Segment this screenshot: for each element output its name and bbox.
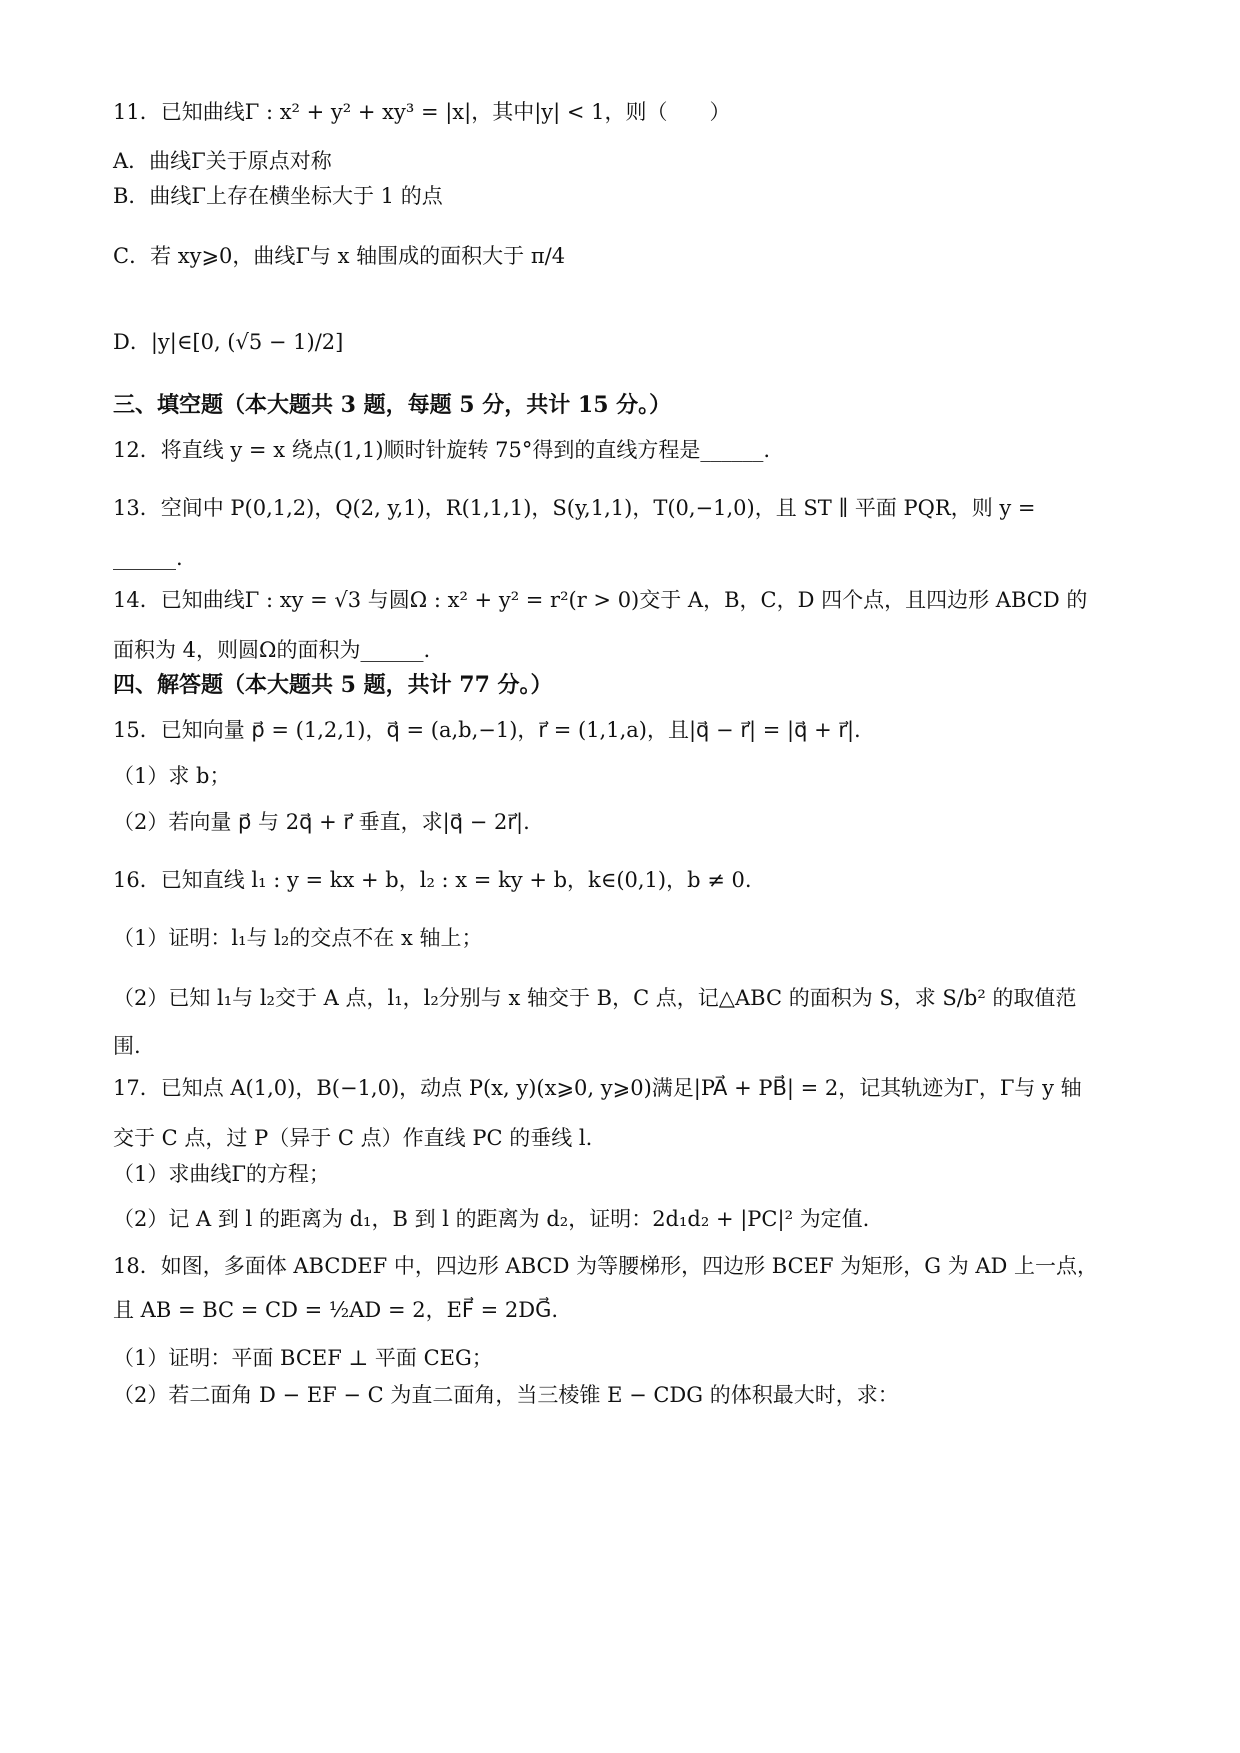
q17-part-1: （1）求曲线Γ的方程； [113, 1162, 330, 1186]
section-3-title: 三、填空题（本大题共 3 题，每题 5 分，共计 15 分。） [113, 392, 672, 418]
q16-part-2-continued: 围. [113, 1034, 141, 1058]
q11-stem: 11．已知曲线Γ : x² + y² + xy³ = |x|，其中|y| < 1，则（ ） [113, 100, 731, 124]
q15-part-2: （2）若向量 p⃗ 与 2q⃗ + r⃗ 垂直，求|q⃗ − 2r⃗|. [113, 810, 530, 834]
q18-line-1: 18．如图，多面体 ABCDEF 中，四边形 ABCD 为等腰梯形，四边形 BCEF 为矩形，G 为 AD 上一点， [113, 1254, 1099, 1278]
q17-line-1: 17．已知点 A(1,0)，B(−1,0)，动点 P(x, y)(x⩾0, y⩾0)满足|PA⃗ + PB⃗| = 2，记其轨迹为Γ，Γ与 y 轴 [113, 1076, 1082, 1100]
q12-text: 12．将直线 y = x 绕点(1,1)顺时针旋转 75°得到的直线方程是______. [113, 438, 771, 462]
q11-option-d: D．|y|∈[0, (√5 − 1)/2] [113, 330, 344, 354]
section-4-title: 四、解答题（本大题共 5 题，共计 77 分。） [113, 672, 553, 698]
q17-part-2: （2）记 A 到 l 的距离为 d₁，B 到 l 的距离为 d₂，证明：2d₁d₂ + |PC|² 为定值. [113, 1207, 870, 1231]
q18-line-2: 且 AB = BC = CD = ½AD = 2，EF⃗ = 2DG⃗. [113, 1298, 559, 1322]
q13-line-2: ______. [113, 546, 183, 570]
q15-stem: 15．已知向量 p⃗ = (1,2,1)，q⃗ = (a,b,−1)，r⃗ = (1,1,a)，且|q⃗ − r⃗| = |q⃗ + r⃗|. [113, 718, 861, 742]
q17-line-2: 交于 C 点，过 P（异于 C 点）作直线 PC 的垂线 l. [113, 1126, 593, 1150]
q18-part-2: （2）若二面角 D − EF − C 为直二面角，当三棱锥 E − CDG 的体积最大时，求： [113, 1383, 899, 1407]
q13-line-1: 13．空间中 P(0,1,2)，Q(2, y,1)，R(1,1,1)，S(y,1,1)，T(0,−1,0)，且 ST ∥ 平面 PQR，则 y = [113, 496, 1036, 520]
q14-line-1: 14．已知曲线Γ : xy = √3 与圆Ω : x² + y² = r²(r > 0)交于 A，B，C，D 四个点，且四边形 ABCD 的 [113, 588, 1088, 612]
q18-part-1: （1）证明：平面 BCEF ⊥ 平面 CEG； [113, 1346, 493, 1370]
q16-part-2: （2）已知 l₁与 l₂交于 A 点，l₁，l₂分别与 x 轴交于 B，C 点，记△ABC 的面积为 S，求 S/b² 的取值范 [113, 986, 1077, 1010]
q16-part-1: （1）证明：l₁与 l₂的交点不在 x 轴上； [113, 926, 483, 950]
q11-option-a: A．曲线Γ关于原点对称 [113, 149, 332, 173]
q11-option-b: B．曲线Γ上存在横坐标大于 1 的点 [113, 184, 443, 208]
q15-part-1: （1）求 b； [113, 764, 231, 788]
q16-stem: 16．已知直线 l₁ : y = kx + b，l₂ : x = ky + b，k∈(0,1)，b ≠ 0. [113, 868, 752, 892]
q14-line-2: 面积为 4，则圆Ω的面积为______. [113, 638, 431, 662]
q11-option-c: C．若 xy⩾0，曲线Γ与 x 轴围成的面积大于 π/4 [113, 244, 566, 268]
